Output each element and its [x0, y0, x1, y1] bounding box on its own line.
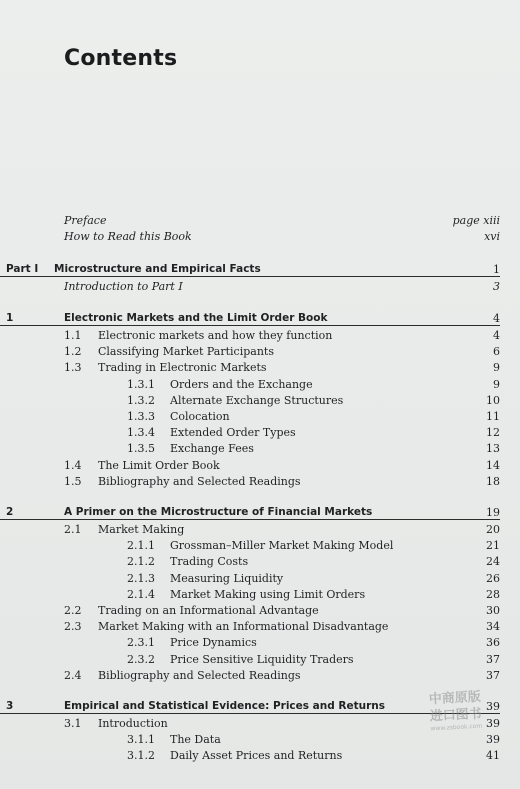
- toc-row-section[interactable]: [0, 328, 520, 343]
- entry-page: 6: [493, 345, 500, 359]
- toc-row-part-intro[interactable]: [0, 279, 520, 294]
- entry-number: 2.1: [64, 523, 82, 536]
- entry-title: Grossman–Miller Market Making Model: [170, 539, 394, 553]
- entry-title: Extended Order Types: [170, 426, 296, 440]
- toc-row-subsection[interactable]: [0, 635, 520, 650]
- toc-row-section[interactable]: [0, 668, 520, 683]
- entry-page: 34: [486, 620, 500, 634]
- chapter-title: Empirical and Statistical Evidence: Prices and Returns: [64, 700, 386, 712]
- toc-row-front-matter[interactable]: [0, 213, 520, 228]
- entry-title: Daily Asset Prices and Returns: [170, 749, 343, 763]
- entry-number: 1.3.4: [127, 426, 155, 440]
- chapter-page: 4: [493, 312, 500, 325]
- entry-title: Exchange Fees: [170, 442, 254, 456]
- entry-page: 37: [486, 668, 500, 682]
- entry-title: Alternate Exchange Structures: [170, 393, 344, 407]
- toc-row-subsection[interactable]: [0, 587, 520, 602]
- entry-page: page xiii: [452, 214, 500, 227]
- entry-title: Measuring Liquidity: [170, 571, 284, 585]
- toc-row-section[interactable]: [0, 344, 520, 359]
- entry-page: 11: [486, 410, 500, 423]
- entry-title: Price Dynamics: [170, 636, 257, 650]
- entry-title: Orders and the Exchange: [170, 377, 313, 391]
- chapter-rule: [0, 325, 500, 326]
- entry-number: 2.3.2: [127, 652, 155, 666]
- entry-number: 2.1.3: [127, 571, 155, 585]
- entry-number: 1.5: [64, 474, 82, 488]
- entry-page: 20: [486, 523, 500, 536]
- entry-number: 1.3.3: [127, 410, 155, 423]
- entry-number: 1.1: [64, 329, 82, 342]
- part-page: 1: [493, 263, 500, 276]
- entry-page: 9: [493, 361, 500, 375]
- entry-page: 3: [493, 280, 500, 293]
- entry-number: 1.3.5: [127, 442, 155, 456]
- toc-row-subsection[interactable]: [0, 554, 520, 569]
- entry-title: Trading on an Informational Advantage: [98, 604, 319, 617]
- chapter-title: A Primer on the Microstructure of Financial Markets: [64, 506, 373, 518]
- entry-title: Price Sensitive Liquidity Traders: [170, 652, 354, 666]
- chapter-number: 2: [6, 506, 14, 518]
- toc-row-part[interactable]: [0, 262, 520, 277]
- entry-number: 1.3: [64, 361, 82, 375]
- entry-page: 26: [486, 571, 500, 585]
- watermark-stamp: [395, 687, 518, 753]
- entry-number: 2.2: [64, 604, 82, 617]
- toc-row-subsection[interactable]: [0, 393, 520, 408]
- entry-title: Trading Costs: [170, 555, 249, 569]
- entry-title: Colocation: [170, 410, 230, 423]
- toc-row-subsection[interactable]: [0, 377, 520, 392]
- entry-number: 3.1.2: [127, 749, 155, 763]
- entry-number: 1.3.2: [127, 393, 155, 407]
- entry-page: 9: [493, 377, 500, 391]
- page-title: Contents: [64, 46, 178, 71]
- entry-page: 39: [486, 717, 500, 730]
- entry-title: Market Making with an Informational Disadvantage: [98, 620, 389, 634]
- entry-title: Market Making using Limit Orders: [170, 587, 366, 601]
- entry-number: 2.4: [64, 668, 82, 682]
- toc-row-subsection[interactable]: [0, 409, 520, 424]
- entry-title: Electronic markets and how they function: [98, 329, 333, 342]
- chapter-number: 1: [6, 312, 14, 324]
- toc-row-subsection[interactable]: [0, 425, 520, 440]
- entry-title: The Data: [170, 733, 221, 747]
- entry-title: Preface: [64, 214, 107, 227]
- stamp-line-1: 中商原版: [428, 689, 482, 708]
- toc-row-section[interactable]: [0, 474, 520, 489]
- entry-number: 2.1.4: [127, 587, 155, 601]
- part-rule: [0, 276, 500, 277]
- entry-title: Introduction to Part I: [64, 280, 183, 293]
- toc-row-subsection[interactable]: [0, 652, 520, 667]
- part-label: Part I: [6, 263, 39, 275]
- entry-page: 13: [486, 442, 500, 456]
- entry-number: 2.3.1: [127, 636, 155, 650]
- chapter-page: 39: [486, 700, 500, 713]
- toc-row-section[interactable]: [0, 522, 520, 537]
- entry-number: 2.3: [64, 620, 82, 634]
- toc-row-chapter[interactable]: [0, 505, 520, 520]
- entry-page: 10: [486, 393, 500, 407]
- entry-page: 37: [486, 652, 500, 666]
- toc-row-front-matter[interactable]: [0, 229, 520, 244]
- entry-page: 18: [486, 474, 500, 488]
- chapter-title: Electronic Markets and the Limit Order Book: [64, 312, 328, 324]
- stamp-line-3: www.zsbook.com: [430, 722, 483, 733]
- entry-page: 21: [486, 539, 500, 553]
- stamp-line-2: 进口图书: [429, 706, 483, 725]
- toc-row-section[interactable]: [0, 458, 520, 473]
- entry-page: 14: [486, 458, 500, 472]
- toc-row-section[interactable]: [0, 360, 520, 375]
- bleed-through-text: [330, 60, 520, 190]
- part-title: Microstructure and Empirical Facts: [54, 263, 261, 275]
- entry-title: The Limit Order Book: [98, 458, 220, 472]
- entry-page: 36: [486, 636, 500, 650]
- chapter-page: 19: [486, 506, 500, 519]
- toc-row-section[interactable]: [0, 619, 520, 634]
- entry-number: 3.1.1: [127, 733, 155, 747]
- entry-number: 3.1: [64, 717, 82, 730]
- entry-page: 39: [486, 733, 500, 747]
- toc-row-subsection[interactable]: [0, 571, 520, 586]
- entry-title: How to Read this Book: [64, 230, 192, 243]
- entry-page: 28: [486, 587, 500, 601]
- entry-number: 2.1.1: [127, 539, 155, 553]
- entry-page: 30: [486, 604, 500, 617]
- entry-title: Introduction: [98, 717, 168, 730]
- entry-title: Market Making: [98, 523, 185, 536]
- entry-title: Trading in Electronic Markets: [98, 361, 267, 375]
- chapter-number: 3: [6, 700, 14, 712]
- entry-title: Bibliography and Selected Readings: [98, 668, 301, 682]
- toc-row-section[interactable]: [0, 603, 520, 618]
- entry-page: xvi: [484, 230, 500, 243]
- chapter-rule: [0, 519, 500, 520]
- entry-number: 2.1.2: [127, 555, 155, 569]
- entry-number: 1.4: [64, 458, 82, 472]
- entry-number: 1.2: [64, 345, 82, 359]
- entry-page: 12: [486, 426, 500, 440]
- entry-number: 1.3.1: [127, 377, 155, 391]
- toc-row-subsection[interactable]: [0, 538, 520, 553]
- entry-page: 24: [486, 555, 500, 569]
- toc-row-subsection[interactable]: [0, 441, 520, 456]
- entry-title: Bibliography and Selected Readings: [98, 474, 301, 488]
- entry-page: 41: [486, 749, 500, 763]
- entry-title: Classifying Market Participants: [98, 345, 274, 359]
- entry-page: 4: [493, 329, 500, 342]
- toc-row-chapter[interactable]: [0, 311, 520, 326]
